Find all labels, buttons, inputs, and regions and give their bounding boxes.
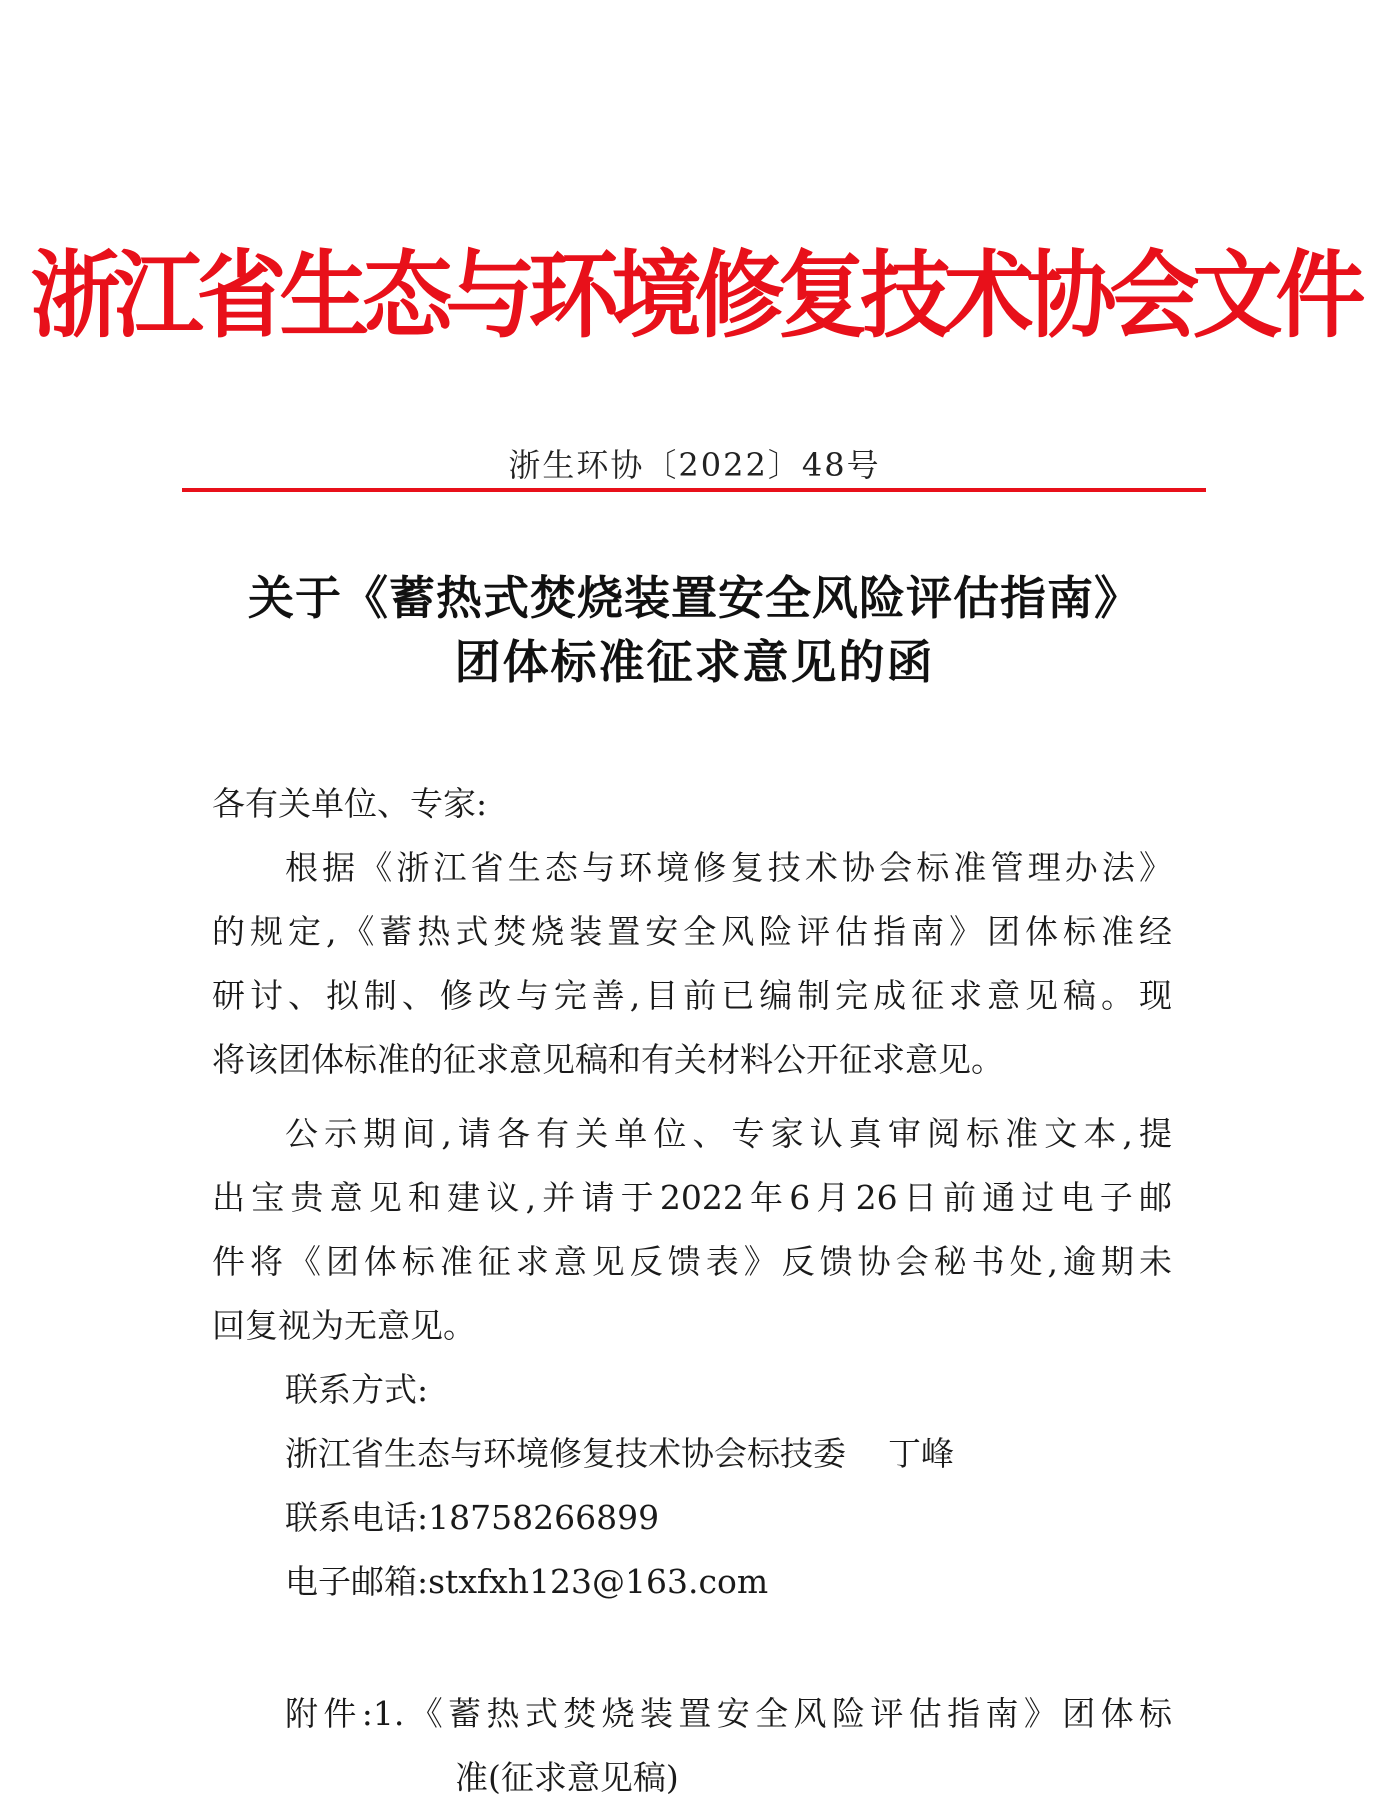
attachment-line-1: 附件:1.《蓄热式焚烧装置安全风险评估指南》团体标 bbox=[285, 1694, 1172, 1733]
paragraph-2-line: 公示期间,请各有关单位、专家认真审阅标准文本,提 bbox=[285, 1114, 1172, 1153]
paragraph-1-line: 研讨、拟制、修改与完善,目前已编制完成征求意见稿。现 bbox=[212, 976, 1172, 1015]
paragraph-2-line: 回复视为无意见。 bbox=[212, 1306, 476, 1345]
attachment-line-2: 准(征求意见稿) bbox=[455, 1758, 679, 1797]
letter-title-line-2: 团体标准征求意见的函 bbox=[454, 635, 935, 689]
red-divider-line bbox=[182, 488, 1206, 492]
contact-email: 电子邮箱:stxfxh123@163.com bbox=[285, 1562, 769, 1601]
org-red-header: 浙江省生态与环境修复技术协会文件 bbox=[30, 240, 1359, 352]
contact-org-person: 浙江省生态与环境修复技术协会标技委 丁峰 bbox=[285, 1434, 954, 1473]
paragraph-1-line: 的规定,《蓄热式焚烧装置安全风险评估指南》团体标准经 bbox=[212, 912, 1172, 951]
contact-phone: 联系电话:18758266899 bbox=[285, 1498, 660, 1537]
paragraph-2-line: 出宝贵意见和建议,并请于2022年6月26日前通过电子邮 bbox=[212, 1178, 1172, 1217]
letter-title-line-1: 关于《蓄热式焚烧装置安全风险评估指南》 bbox=[248, 571, 1141, 625]
paragraph-2-line: 件将《团体标准征求意见反馈表》反馈协会秘书处,逾期未 bbox=[212, 1242, 1172, 1281]
contact-heading: 联系方式: bbox=[285, 1370, 429, 1409]
salutation: 各有关单位、专家: bbox=[212, 784, 488, 823]
paragraph-1-line: 根据《浙江省生态与环境修复技术协会标准管理办法》 bbox=[285, 848, 1172, 887]
paragraph-1-line: 将该团体标准的征求意见稿和有关材料公开征求意见。 bbox=[212, 1040, 1004, 1079]
document-number: 浙生环协〔2022〕48号 bbox=[508, 446, 881, 484]
